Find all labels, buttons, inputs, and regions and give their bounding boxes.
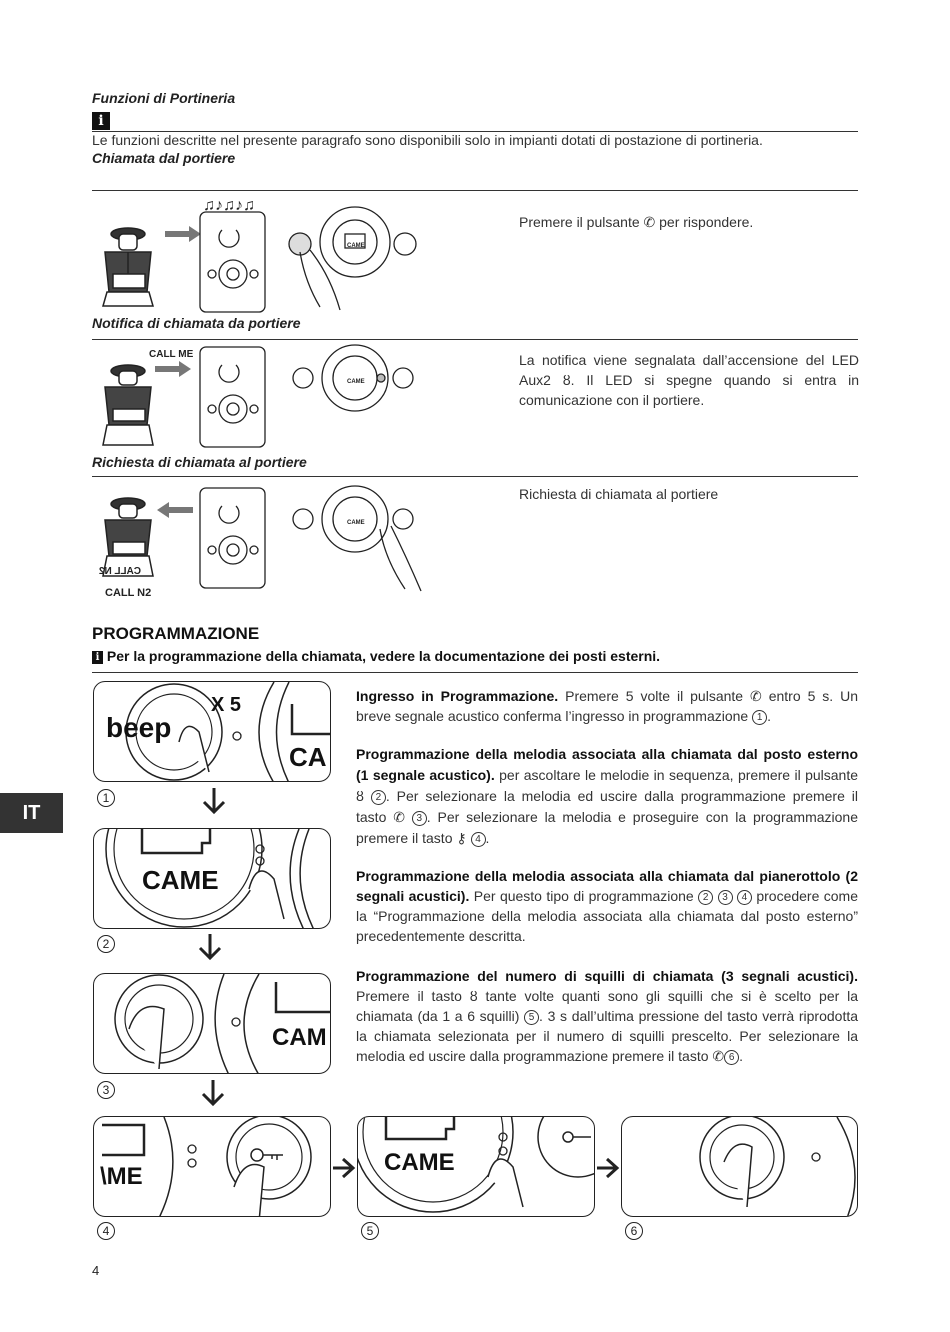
porter-figure [103, 365, 153, 445]
call-me-label: CALL ME [149, 349, 194, 360]
illustration-call-from-porter [95, 192, 425, 320]
step-ref: 5 [524, 1010, 539, 1025]
brand-logo: CAME [347, 243, 365, 249]
heading-notifica: Notifica di chiamata da portiere [92, 315, 301, 331]
music-notes-icon: ♫♪♫♪♫ [203, 197, 255, 214]
keypad-device [289, 207, 416, 310]
brand-logo: CAME [347, 520, 365, 526]
programming-entry-text: Ingresso in Programmazione. Premere 5 volte il pulsante ✆ entro 5 s. Un breve segnale acustico conferma l’ingresso in programmazione 1 . [356, 688, 859, 724]
brand-logo: \ME [100, 1163, 143, 1190]
step-number: 2 [97, 935, 115, 953]
step-ref: 3 [412, 811, 427, 826]
step-ref: 6 [724, 1050, 739, 1065]
info-note: Le funzioni descritte nel presente paragrafo sono disponibili solo in impianti dotati di postazione di portineria. [92, 132, 763, 148]
handset-icon: ✆ [750, 688, 762, 704]
divider [92, 339, 858, 340]
divider [92, 476, 858, 477]
brand-logo: CAME [347, 379, 365, 385]
step-2-panel [93, 828, 331, 929]
step-number: 5 [361, 1222, 379, 1240]
melody-landing-text: Programmazione della melodia associata alla chiamata dal pianerottolo (2 segnali acustici). Per questo tipo di programmazione 2 3 4 procedere come la “Programmazione della melodia associata alla chiamata dal posto esterno” precedentemente descritta. [356, 868, 859, 944]
call-n2-label: CALL N2 [105, 587, 152, 599]
info-icon: i [92, 112, 110, 130]
keypad-device [293, 486, 421, 591]
heading-richiesta: Richiesta di chiamata al portiere [92, 454, 307, 470]
divider [92, 190, 858, 191]
instruction-answer: Premere il pulsante ✆ per rispondere. [519, 214, 754, 230]
melody-external-text: Programmazione della melodia associata alla chiamata dal posto esterno (1 segnale acustico). per ascoltare le melodie in sequenza, premere il pulsante ȣ 2 . Per selezionare la melodia ed uscire dalla programmazione premere il tasto ✆ 3 . Per selezionare la melodia e proseguire con la programmazione premere il tasto ⚷ 4 . [356, 746, 859, 846]
brand-logo: CAM [272, 1024, 327, 1051]
handset-icon: ✆ [643, 214, 656, 230]
step-number: 3 [97, 1081, 115, 1099]
step-ref: 3 [718, 890, 733, 905]
info-icon: i [92, 651, 103, 664]
programmazione-subtitle: i Per la programmazione della chiamata, vedere la documentazione dei posti esterni. [92, 648, 660, 664]
monitor-device [200, 212, 265, 312]
step-ref: 2 [698, 890, 713, 905]
instruction-request: Richiesta di chiamata al portiere [519, 486, 719, 502]
brand-logo: CA [289, 742, 327, 772]
step-ref: 2 [371, 790, 386, 805]
arrow-down-icon [199, 1078, 227, 1108]
step-5-panel [357, 1116, 595, 1217]
porter-figure [103, 498, 153, 576]
step-6-illustration [622, 1117, 858, 1217]
mirrored-label: CALL N2 [98, 566, 141, 577]
step-ref: 4 [737, 890, 752, 905]
monitor-device [200, 488, 265, 588]
step-ref: 4 [471, 832, 486, 847]
step-1-panel [93, 681, 331, 782]
heading-chiamata-dal-portiere: Chiamata dal portiere [92, 150, 236, 166]
arrow-down-icon [200, 786, 228, 816]
page-number: 4 [92, 1263, 100, 1278]
step-4-panel [93, 1116, 331, 1217]
divider [92, 672, 858, 673]
arrow-right-icon [331, 1156, 357, 1180]
illustration-call-request [95, 484, 435, 604]
handset-icon: ✆ [393, 809, 405, 825]
language-tab: IT [0, 793, 63, 833]
porter-figure [103, 228, 153, 306]
step-3-panel [93, 973, 331, 1074]
aux-led-icon: ȣ [562, 372, 571, 388]
instruction-notification: La notifica viene segnalata dall’accensione del LED Aux2 ȣ. Il LED si spegne quando si entra in comunicazione con il portiere. [519, 352, 860, 408]
brand-logo: CAME [142, 865, 219, 895]
step-number: 4 [97, 1222, 115, 1240]
beep-label: beep [106, 712, 172, 743]
aux-icon: ȣ [469, 988, 478, 1004]
x5-label: X 5 [211, 694, 242, 716]
handset-icon: ✆ [712, 1048, 725, 1064]
ring-count-text: Programmazione del numero di squilli di chiamata (3 segnali acustici). Premere il tasto ȣ tante volte quanti sono gli squilli che si è scelto per la chiamata (da 1 a 6 squilli) 5 . 3 s dall’ultima pressione del tasto verrà riprodotta la chiamata selezionata per il numero di squilli prescelto. Per selezionare la melodia ed uscire dalla programmazione premere il tasto ✆ 6 . [356, 968, 859, 1064]
brand-logo: CAME [384, 1149, 455, 1176]
arrow-down-icon [196, 932, 224, 962]
programmazione-title: PROGRAMMAZIONE [92, 624, 260, 643]
section-title: Funzioni di Portineria [92, 90, 236, 106]
step-number: 6 [625, 1222, 643, 1240]
arrow-right-icon [595, 1156, 621, 1180]
key-icon: ⚷ [456, 830, 467, 846]
step-number: 1 [97, 789, 115, 807]
step-6-panel [621, 1116, 858, 1217]
aux-icon: ȣ [356, 788, 364, 804]
keypad-device [293, 345, 413, 411]
step-ref: 1 [752, 710, 767, 725]
monitor-device [200, 347, 265, 447]
illustration-call-notification [95, 343, 425, 451]
